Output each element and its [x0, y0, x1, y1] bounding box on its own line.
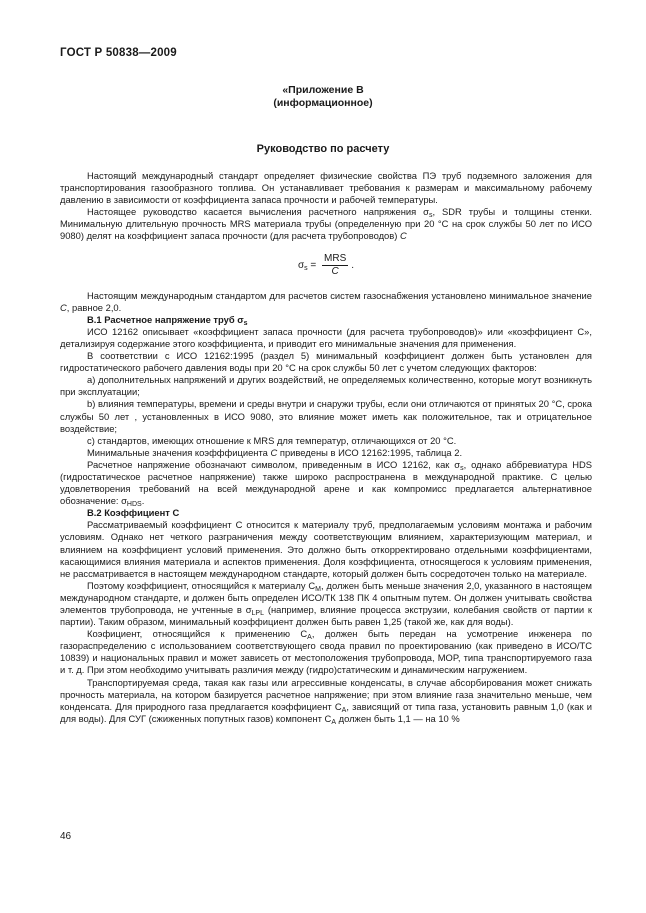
list-item: с) стандартов, имеющих отношение к MRS для температур, отличающихся от 20 °С. — [87, 434, 457, 446]
list-item: b) влияния температуры, времени и среды внутри и снаружи трубы, если они отличаются от принятых 20 °С, срока службы 50 лет , установленных в ИСО 9080, это влияние может иметь как положительное, так и отрицательное воздействие; — [60, 398, 592, 434]
appendix-subtitle: (информационное) — [273, 97, 373, 109]
section-title: Руководство по расчету — [256, 143, 390, 155]
appendix-title: «Приложение В — [282, 84, 364, 96]
list-item: а) дополнительных напряжений и других воздействий, не определяемых количественно, которые могут возникнуть при эксплуатации; — [60, 374, 592, 398]
paragraph: В соответствии с ИСО 12162:1995 (раздел 5) минимальный коэффициент должен быть установлен для гидростатического рабочего давления воды при 20 °С на срок службы 50 лет с учетом следующих факторов: — [60, 350, 592, 374]
paragraph: Коэфициент, относящийся к применению $C_A$, должен быть передан на усмотрение инженера по газораспределению с использованием соответствующего свода правил по проектированию (как приведено в ИСО/ТС 10839) и национальных правил и может зависеть от местоположения трубопровода, MOP, типа транспортируемого газа и т. д. При этом необходимо учитывать различия между (гидро)статическим и динамическим нагружением. — [60, 628, 592, 676]
formula-fraction: $\frac{\text{MRS}}{C}$ — [324, 252, 347, 277]
paragraph: ИСО 12162 описывает «коэффициент запаса прочности (для расчета трубопроводов)» или «коэффициент C», детализируя содержание этого коэффициента, и приводит его минимальные значения для применения. — [60, 325, 592, 349]
page-number: 46 — [60, 831, 72, 842]
paragraph: Настоящим международным стандартом для расчетов систем газоснабжения установлено минимальное значение C, равное 2,0. — [60, 289, 592, 313]
paragraph: Поэтому коэффициент, относящийся к материалу $C_M$, должен быть меньше значения 2,0, указанного в настоящем международном стандарте, и должен быть определен ИСО/ТК 138 ПК 4 опытным путем. Он должен учитывать свойства элементов трубопровода, не учтенные в $\sigma_{LPL}$ (например, влияние процесса экструзии, колебания свойств от партии к партии). Таким образом, минимальный коэффициент должен быть равен 1,25 (такой же, как для воды). — [60, 579, 593, 628]
paragraph: Рассматриваемый коэффициент C относится к материалу труб, предполагаемым условиям монтажа и рабочим условиям. Однако нет четкого разграничения между соответствующим влиянием, характеризующим материал, и влиянием на коэффициент условий применения. Это должно быть откорректировано отдельными коэффициентами, касающимися влияния материала и аспектов применения. Доля коэффициента, относящегося к условиям применения, не рассматривается в настоящем международном стандарте, который должен быть сосредоточен только на материале. — [60, 519, 592, 579]
subsection-heading-b2: В.2 Коэффициент C — [87, 507, 180, 519]
document-body — [60, 170, 592, 725]
paragraph: Настоящий международный стандарт определяет физические свойства ПЭ труб подземного заложения для транспортирования газообразного топлива. Он устанавливает требования к размерам и максимальному рабочему давлению в зависимости от коэффициента запаса прочности и рабочей температуры. — [60, 170, 592, 206]
paragraph: Настоящее руководство касается вычисления расчетного напряжения $\sigma_s$, SDR трубы и толщины стенки. Минимальную длительную прочность MRS материала трубы (определенную при 20 °С на срок службы 50 лет по ИСО 9080) делят на коэффициент запаса прочности (для расчета трубопроводов) C — [60, 206, 592, 242]
paragraph: Транспортируемая среда, такая как газы или агрессивные конденсаты, в случае абсорбирования может снижать прочность материала, на котором базируется расчетное напряжение; при этом влияние газа значительно меньше, чем конденсата. Для природного газа предлагается коэффициент $C_A$, зависящий от типа газа, установить равным 1,0 (как и для воды). Для СУГ (сжиженных попутных газов) компонент $C_A$ должен быть 1,1 — на 10 % — [60, 676, 592, 726]
subsection-heading-b1: В.1 Расчетное напряжение труб $\sigma_s$ — [87, 313, 248, 327]
paragraph: Минимальные значения коэфффициента C приведены в ИСО 12162:1995, таблица 2. — [87, 446, 463, 458]
paragraph: Расчетное напряжение обозначают символом, приведенным в ИСО 12162, как $\sigma_s$, однако аббревиатура HDS (гидростатическое расчетное напряжение) также широко распространена в международной практике. С целью удовлетворения требований на всей международной арене и как компромисс предлагается альтернативное обозначение: $\sigma_{HDS}$. — [60, 458, 592, 509]
standard-header: ГОСТ Р 50838—2009 — [60, 47, 177, 59]
formula-design-stress: $\sigma_s$ = $\frac{\text{MRS}}{C}$ . — [297, 252, 355, 277]
